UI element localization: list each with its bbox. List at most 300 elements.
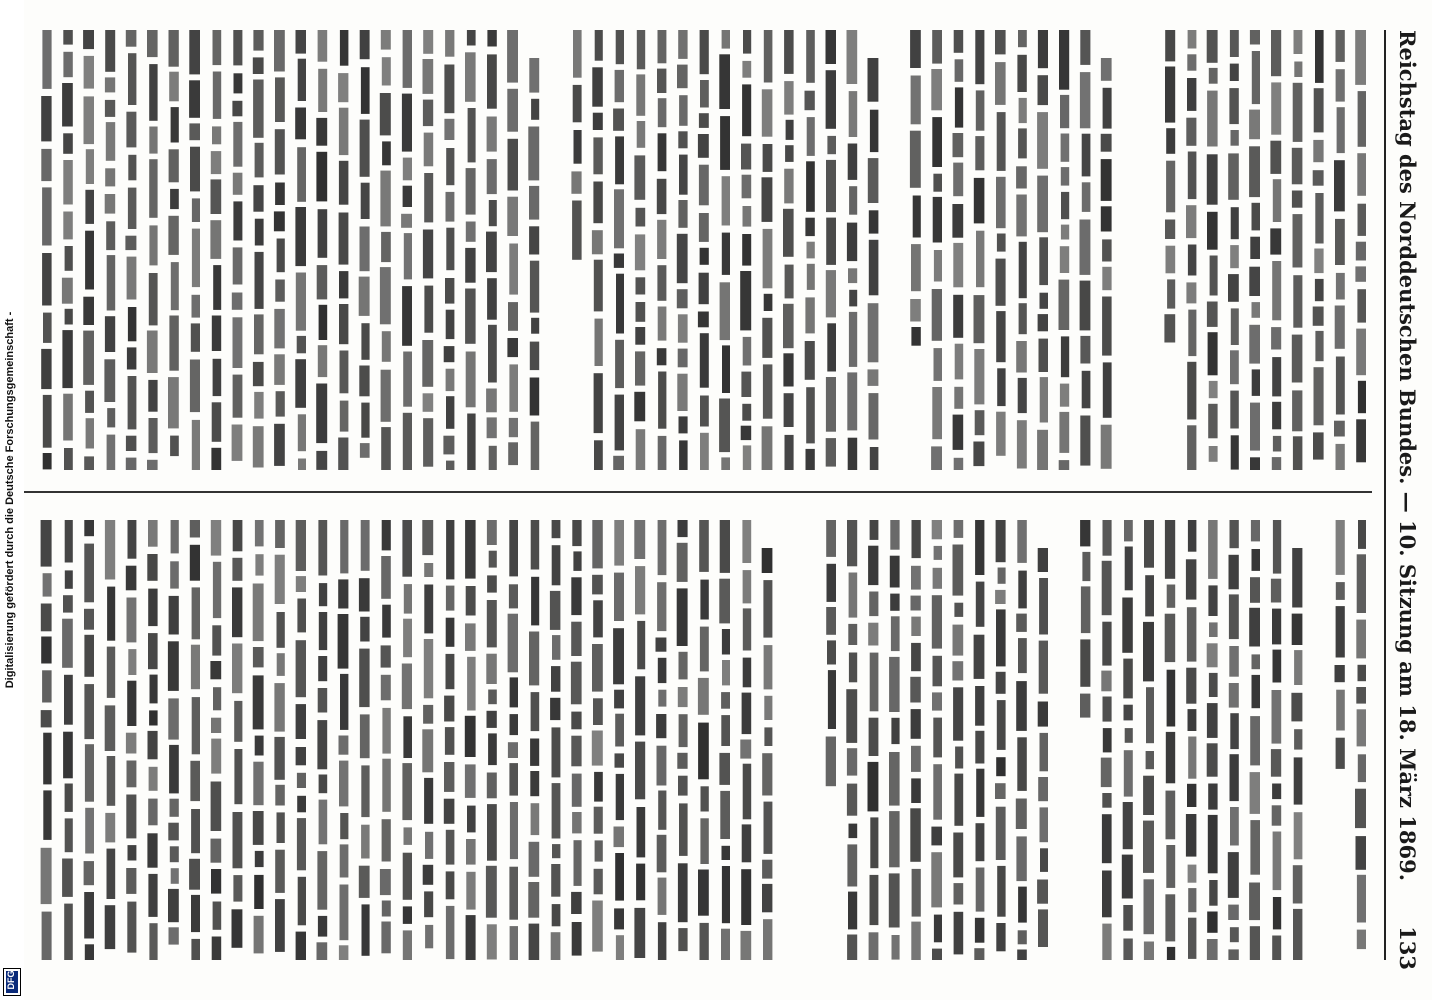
text-line-segment (147, 331, 158, 374)
text-line-segment (1293, 275, 1302, 328)
text-line-segment (529, 186, 539, 220)
text-line-segment (127, 902, 136, 953)
text-line-segment (615, 753, 625, 767)
text-line-segment (722, 345, 730, 393)
text-line-segment (43, 395, 52, 448)
text-line-segment (722, 629, 730, 655)
text-line-segment (381, 232, 391, 262)
text-line-segment (105, 194, 116, 214)
text-line-segment (318, 30, 328, 62)
text-line-segment (509, 418, 518, 437)
text-line-segment (466, 352, 476, 408)
text-line-segment (550, 591, 561, 630)
text-line-segment (742, 84, 751, 136)
text-line-segment (592, 901, 603, 952)
text-line-segment (1252, 549, 1261, 571)
text-line-segment (996, 412, 1006, 456)
text-line-segment (933, 718, 942, 758)
text-line-segment (148, 589, 157, 627)
text-line-segment (1165, 30, 1175, 61)
text-line-segment (762, 860, 772, 879)
text-line-segment (678, 863, 688, 922)
text-line-segment (1143, 622, 1154, 682)
text-line-segment (1313, 432, 1324, 459)
text-line-segment (1208, 404, 1217, 439)
text-line-segment (487, 54, 497, 108)
text-line-segment (1230, 713, 1239, 749)
text-line-segment (382, 819, 391, 861)
text-line-segment (277, 239, 285, 273)
text-line-segment (699, 113, 709, 128)
text-line-segment (721, 715, 730, 746)
text-line-segment (635, 676, 645, 735)
text-line-segment (1101, 671, 1111, 692)
text-line-segment (615, 70, 624, 102)
text-line-segment (742, 234, 751, 266)
text-line-segment (425, 925, 433, 948)
text-line-segment (85, 944, 94, 960)
text-line-segment (1294, 757, 1303, 804)
text-line-segment (42, 187, 52, 245)
text-line-segment (846, 689, 857, 743)
text-line-segment (316, 152, 327, 202)
text-line-segment (1101, 206, 1112, 231)
text-line-segment (1273, 897, 1281, 929)
text-line-segment (658, 690, 666, 707)
text-line-segment (233, 317, 243, 368)
text-line-segment (255, 219, 264, 246)
text-line-segment (168, 823, 179, 841)
text-line-segment (424, 286, 433, 333)
text-line-segment (190, 147, 200, 192)
text-line-segment (594, 260, 603, 312)
text-line-segment (741, 144, 751, 170)
text-line-segment (699, 520, 709, 572)
text-line-segment (1231, 308, 1239, 345)
text-line-segment (254, 314, 264, 354)
text-line-segment (742, 175, 752, 199)
text-line-segment (1188, 520, 1197, 552)
text-line-segment (1357, 153, 1366, 196)
text-line-segment (1250, 716, 1260, 765)
text-line-segment (340, 674, 348, 730)
text-line-segment (827, 564, 837, 602)
text-line-segment (211, 839, 222, 863)
text-line-segment (826, 70, 836, 129)
text-line-segment (1016, 836, 1026, 881)
text-line-segment (1101, 159, 1112, 201)
text-line-segment (868, 303, 879, 362)
text-line-segment (1017, 737, 1027, 791)
text-line-segment (211, 739, 221, 774)
text-line-segment (149, 225, 157, 265)
text-line-segment (826, 377, 836, 432)
text-line-segment (381, 30, 391, 50)
text-line-segment (169, 30, 179, 67)
text-line-segment (1358, 204, 1367, 236)
text-line-segment (1018, 638, 1027, 673)
text-line-segment (1356, 836, 1367, 870)
text-line-segment (211, 782, 222, 832)
text-line-segment (191, 939, 200, 960)
text-line-segment (933, 656, 943, 687)
text-line-segment (487, 520, 497, 545)
text-line-segment (1102, 267, 1111, 290)
text-line-segment (1144, 520, 1154, 568)
text-line-segment (1272, 457, 1281, 470)
text-line-segment (489, 446, 497, 470)
text-line-segment (295, 359, 306, 408)
text-line-segment (699, 213, 709, 242)
text-line-segment (1019, 98, 1027, 123)
text-line-segment (615, 395, 624, 451)
text-line-segment (677, 289, 688, 308)
text-line-segment (1018, 128, 1027, 158)
text-line-segment (677, 65, 688, 89)
text-line-segment (84, 544, 94, 603)
text-line-segment (233, 875, 242, 902)
text-line-segment (720, 520, 730, 573)
text-line-segment (933, 197, 942, 243)
text-line-segment (1040, 733, 1049, 771)
text-line-segment (531, 803, 540, 835)
text-line-segment (1355, 266, 1366, 281)
text-line-segment (444, 65, 454, 114)
text-line-segment (1124, 520, 1133, 541)
text-line-segment (614, 908, 624, 929)
text-line-segment (274, 309, 285, 349)
text-line-segment (1229, 88, 1238, 124)
text-line-segment (41, 848, 52, 904)
text-line-segment (572, 922, 582, 956)
text-line-segment (635, 327, 645, 345)
text-line-segment (380, 93, 391, 135)
text-line-segment (298, 877, 306, 926)
text-line-segment (255, 252, 264, 309)
text-line-segment (889, 811, 900, 867)
text-line-segment (976, 823, 985, 861)
text-line-segment (1250, 237, 1260, 259)
text-line-segment (1101, 758, 1112, 788)
text-line-segment (423, 705, 433, 724)
text-line-segment (954, 458, 964, 470)
text-line-segment (1292, 390, 1302, 431)
text-line-segment (826, 737, 836, 787)
text-line-segment (62, 859, 73, 897)
text-line-segment (360, 30, 370, 59)
text-line-segment (594, 869, 603, 895)
text-line-segment (1291, 693, 1302, 722)
text-line-segment (1208, 784, 1217, 810)
text-line-segment (595, 30, 603, 61)
text-line-segment (65, 520, 73, 563)
text-line-segment (868, 623, 878, 646)
text-line-segment (805, 218, 814, 236)
text-line-segment (1270, 141, 1281, 174)
text-line-segment (424, 778, 433, 824)
text-line-segment (148, 874, 157, 917)
text-line-segment (168, 698, 179, 739)
text-line-segment (1336, 273, 1345, 300)
text-line-segment (126, 458, 137, 470)
text-line-segment (1082, 182, 1091, 212)
text-line-segment (530, 739, 539, 766)
text-line-segment (701, 786, 709, 811)
text-line-segment (1080, 416, 1090, 466)
text-line-segment (318, 916, 327, 937)
text-line-segment (507, 89, 518, 132)
text-line-segment (212, 625, 221, 655)
text-line-segment (276, 391, 285, 416)
text-line-segment (509, 763, 518, 796)
text-line-segment (190, 761, 200, 801)
page-header (1384, 30, 1424, 970)
text-line-segment (1187, 425, 1196, 470)
text-line-segment (720, 116, 730, 170)
text-line-segment (889, 657, 900, 712)
text-line-segment (41, 96, 51, 141)
text-line-segment (63, 732, 73, 779)
text-line-segment (1080, 72, 1091, 128)
text-line-segment (615, 340, 624, 388)
text-line-segment (785, 145, 794, 162)
text-line-segment (211, 718, 221, 733)
text-line-segment (1060, 95, 1069, 128)
text-line-segment (762, 177, 773, 222)
text-line-segment (955, 59, 964, 82)
text-line-segment (762, 426, 773, 470)
text-line-segment (1294, 650, 1302, 685)
text-line-segment (912, 869, 921, 917)
text-line-segment (105, 316, 115, 352)
text-line-segment (1143, 776, 1154, 815)
text-line-segment (149, 273, 158, 325)
text-line-segment (296, 576, 306, 592)
text-line-segment (551, 666, 560, 692)
text-line-segment (1061, 134, 1070, 162)
text-line-segment (445, 278, 454, 304)
text-line-segment (932, 117, 942, 167)
text-line-segment (128, 53, 136, 105)
text-line-segment (1336, 69, 1345, 101)
text-line-segment (1292, 148, 1303, 185)
text-line-segment (1207, 643, 1218, 667)
text-line-segment (1335, 665, 1345, 682)
text-line-segment (404, 233, 412, 279)
text-line-segment (910, 677, 921, 703)
text-line-segment (614, 573, 624, 621)
text-line-segment (1037, 430, 1048, 470)
text-line-segment (1146, 687, 1154, 743)
text-line-segment (721, 457, 730, 470)
text-line-segment (1228, 153, 1239, 199)
text-line-segment (1293, 83, 1303, 142)
text-line-segment (1187, 54, 1196, 70)
text-line-segment (1061, 225, 1069, 240)
text-line-segment (1188, 310, 1196, 357)
text-line-segment (1250, 577, 1260, 603)
text-line-segment (975, 410, 985, 435)
text-line-segment (85, 808, 94, 854)
text-line-segment (889, 873, 900, 927)
text-line-segment (1165, 520, 1175, 579)
text-line-segment (84, 861, 94, 885)
text-line-segment (255, 554, 263, 575)
text-line-segment (1188, 737, 1196, 779)
text-line-segment (359, 578, 370, 611)
text-line-segment (678, 520, 688, 537)
text-line-segment (826, 218, 836, 265)
text-line-segment (404, 827, 413, 845)
text-line-segment (954, 912, 964, 955)
text-line-segment (1167, 279, 1175, 308)
text-line-segment (806, 161, 815, 212)
text-line-segment (254, 392, 263, 419)
text-line-segment (1358, 381, 1366, 413)
text-line-segment (107, 849, 116, 899)
text-line-segment (593, 600, 603, 637)
text-line-segment (1208, 520, 1218, 579)
text-line-segment (635, 742, 645, 800)
text-line-segment (425, 832, 433, 859)
text-line-segment (719, 54, 730, 109)
text-line-segment (1167, 585, 1176, 608)
text-line-segment (931, 69, 942, 110)
text-line-segment (190, 545, 200, 581)
text-line-segment (953, 545, 964, 596)
text-line-segment (509, 520, 518, 576)
text-line-segment (764, 294, 773, 311)
text-line-segment (275, 785, 285, 806)
text-line-segment (508, 139, 519, 191)
text-line-segment (361, 765, 369, 817)
text-line-segment (910, 30, 921, 68)
text-line-segment (65, 784, 73, 812)
text-line-segment (593, 698, 603, 725)
text-line-segment (870, 520, 879, 540)
text-line-segment (255, 143, 264, 178)
text-line-segment (486, 654, 497, 684)
text-line-segment (105, 905, 116, 949)
text-line-segment (740, 271, 751, 330)
text-line-segment (126, 30, 137, 47)
text-line-segment (847, 935, 857, 961)
text-line-segment (465, 716, 476, 757)
text-line-segment (826, 520, 836, 557)
text-line-segment (552, 844, 560, 858)
text-line-segment (1187, 784, 1196, 807)
text-line-segment (1080, 694, 1090, 718)
text-line-segment (1101, 58, 1112, 81)
text-line-segment (319, 583, 327, 606)
text-line-segment (658, 98, 667, 127)
text-line-segment (995, 62, 1006, 105)
text-line-segment (870, 817, 878, 868)
text-line-segment (847, 223, 857, 262)
text-line-segment (827, 640, 836, 664)
text-line-segment (1144, 879, 1155, 934)
text-line-segment (1252, 203, 1261, 231)
text-line-segment (275, 183, 285, 206)
text-line-segment (189, 80, 200, 118)
text-line-segment (169, 596, 179, 635)
text-line-segment (232, 293, 243, 310)
text-line-segment (297, 796, 306, 813)
text-line-segment (128, 188, 137, 229)
text-line-segment (1231, 130, 1239, 146)
text-line-segment (530, 261, 539, 313)
text-line-segment (488, 733, 497, 765)
text-line-segment (722, 846, 731, 860)
text-line-segment (148, 731, 158, 759)
text-line-segment (1249, 267, 1260, 296)
text-line-segment (340, 520, 348, 573)
text-line-segment (997, 112, 1006, 171)
text-line-segment (1060, 246, 1069, 273)
text-line-segment (382, 605, 391, 638)
text-line-segment (869, 592, 878, 617)
text-line-segment (573, 30, 582, 78)
text-line-segment (891, 616, 900, 651)
text-line-segment (764, 645, 773, 689)
text-line-segment (529, 226, 539, 254)
text-line-segment (658, 520, 667, 575)
text-line-segment (1038, 777, 1048, 801)
text-line-segment (1313, 140, 1323, 162)
text-line-segment (232, 909, 243, 948)
text-line-segment (658, 922, 667, 960)
text-line-segment (1336, 582, 1345, 600)
text-line-segment (1249, 110, 1260, 140)
text-line-segment (1357, 930, 1366, 950)
text-line-segment (912, 520, 921, 558)
text-line-segment (255, 520, 264, 546)
text-line-segment (1208, 815, 1218, 873)
text-line-segment (85, 190, 94, 224)
text-line-segment (890, 556, 900, 588)
text-line-segment (1294, 30, 1303, 54)
text-line-segment (1336, 357, 1345, 415)
text-line-segment (296, 520, 306, 571)
text-line-segment (510, 926, 518, 960)
text-line-segment (634, 520, 645, 559)
text-line-segment (742, 693, 752, 735)
text-line-segment (339, 161, 349, 205)
text-line-segment (424, 563, 433, 577)
text-line-segment (677, 753, 687, 769)
text-line-segment (1231, 207, 1239, 239)
text-line-segment (507, 197, 518, 236)
text-line-segment (1016, 681, 1027, 731)
text-line-segment (847, 844, 857, 886)
text-line-segment (189, 859, 200, 890)
text-line-segment (910, 131, 921, 188)
text-line-segment (42, 912, 52, 960)
text-line-segment (783, 209, 794, 257)
text-line-segment (1228, 949, 1238, 960)
text-line-segment (277, 812, 285, 843)
text-line-segment (402, 94, 412, 152)
text-line-segment (551, 864, 560, 897)
text-line-segment (339, 761, 348, 807)
text-line-segment (847, 372, 857, 430)
text-line-segment (126, 795, 136, 839)
text-line-segment (1249, 146, 1260, 197)
text-line-segment (1249, 883, 1260, 921)
text-line-segment (762, 548, 773, 573)
text-line-segment (975, 686, 984, 726)
text-line-segment (211, 869, 221, 894)
